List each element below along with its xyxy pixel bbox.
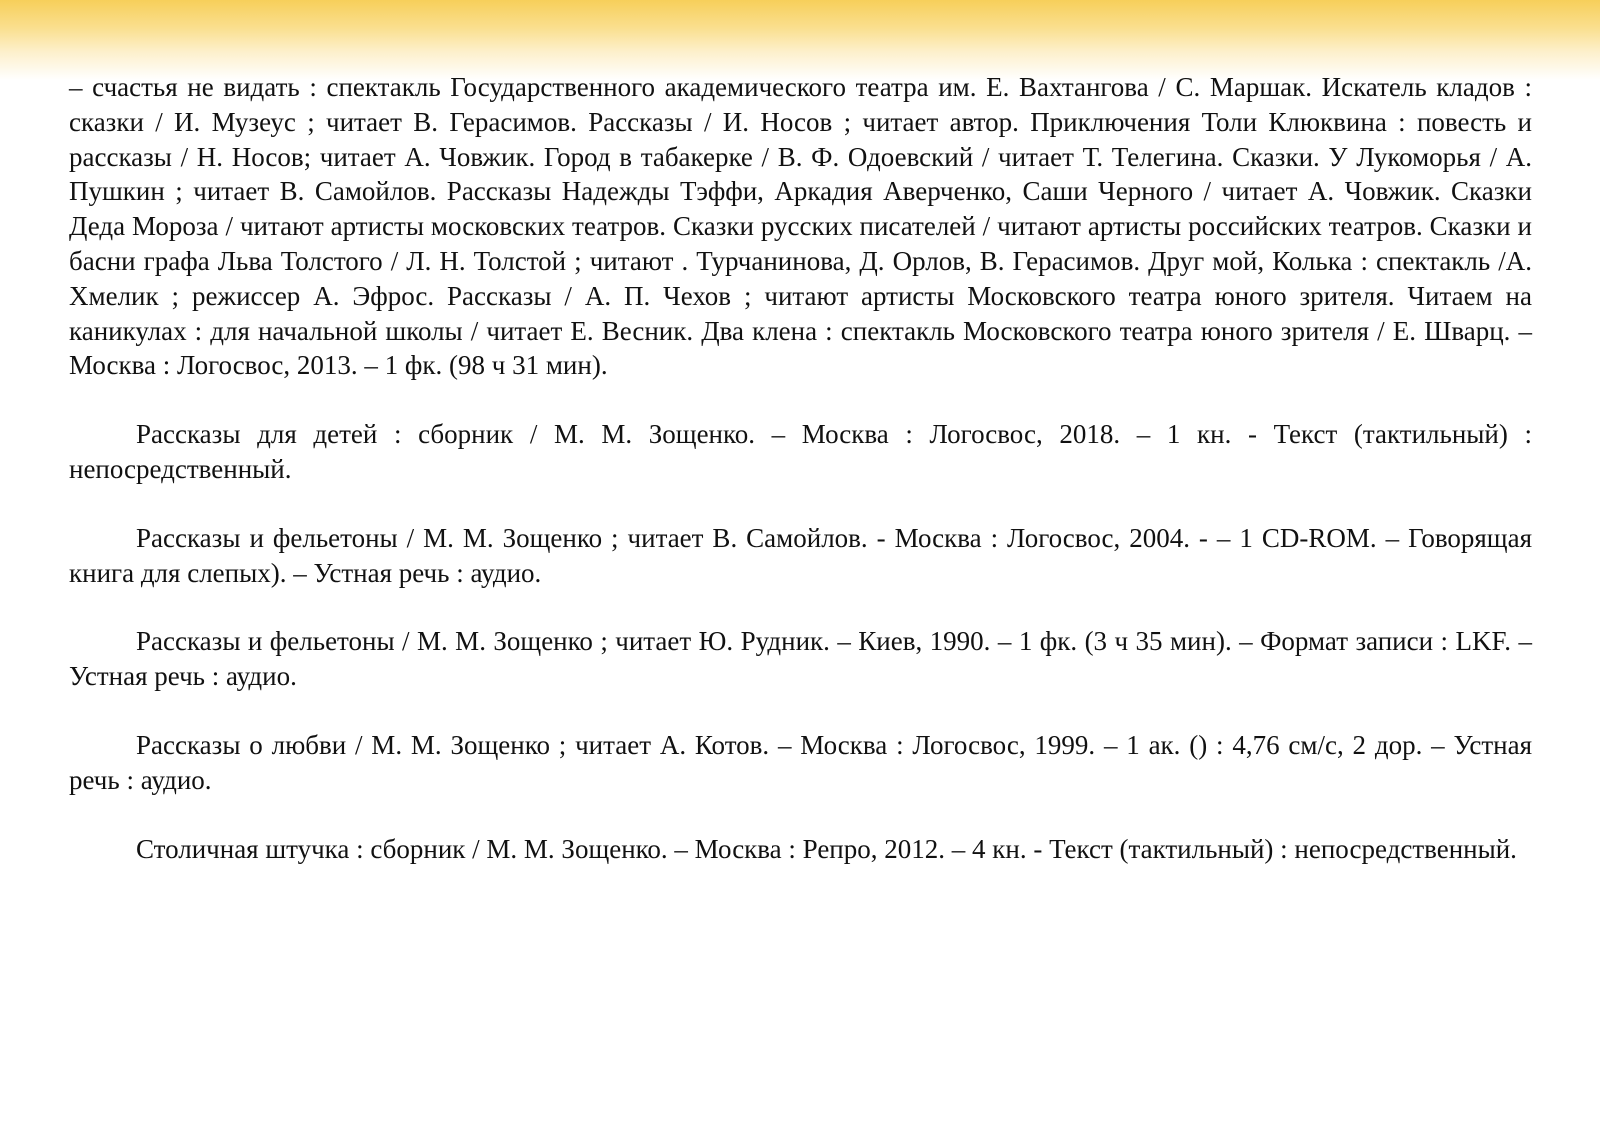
bibliography-entry: Рассказы и фельетоны / М. М. Зощенко ; читает В. Самойлов. - Москва : Логосвос, 2004. - – 1 CD-ROM. – Говорящая книга для слепых). – Устная речь : аудио. — [69, 522, 1532, 588]
bibliography-entry: Столичная штучка : сборник / М. М. Зощенко. – Москва : Репро, 2012. – 4 кн. - Текст (тактильный) : непосредственный. — [136, 833, 1517, 864]
bibliography-entry: Рассказы и фельетоны / М. М. Зощенко ; читает Ю. Рудник. – Киев, 1990. – 1 фк. (3 ч 35 мин). – Формат записи : LKF. – Устная речь : аудио. — [69, 626, 1532, 692]
bibliography-entry: Рассказы для детей : сборник / М. М. Зощенко. – Москва : Логосвос, 2018. – 1 кн. - Текст (тактильный) : непосредственный. — [69, 419, 1532, 484]
bibliography-entry: Рассказы о любви / М. М. Зощенко ; читает А. Котов. – Москва : Логосвос, 1999. – 1 ак. () : 4,76 см/с, 2 дор. – Устная речь : аудио. — [69, 729, 1532, 795]
bibliography-list — [69, 70, 1532, 900]
header-gradient-band — [0, 0, 1600, 80]
bibliography-entry: – счастья не видать : спектакль Государственного академического театра им. Е. Вахтангова / С. Маршак. Искатель кладов : сказки / И. Музеус ; читает В. Герасимов. Рассказы / И. Носов ; читает автор. Приключения Толи Клюквина : повесть и рассказы / Н. Носов; читает А. Човжик. Город в табакерке / В. Ф. Одоевский / читает Т. Телегина. Сказки. У Лукоморья / А. Пушкин ; читает В. Самойлов. Рассказы Надежды Тэффи, Аркадия Аверченко, Саши Черного / читает А. Човжик. Сказки Деда Мороза / читают артисты московских театров. Сказки русских писателей / читают артисты российских театров. Сказки и басни графа Льва Толстого / Л. Н. Толстой ; читают . Турчанинова, Д. Орлов, В. Герасимов. Друг мой, Колька : спектакль /А. Хмелик ; режиссер А. Эфрос. Рассказы / А. П. Чехов ; читают артисты Московского театра юного зрителя. Читаем на каникулах : для начальной школы / читает Е. Весник. Два клена : спектакль Московского театра юного зрителя / Е. Шварц. – Москва : Логосвос, 2013. – 1 фк. (98 ч 31 мин). — [69, 72, 1532, 381]
